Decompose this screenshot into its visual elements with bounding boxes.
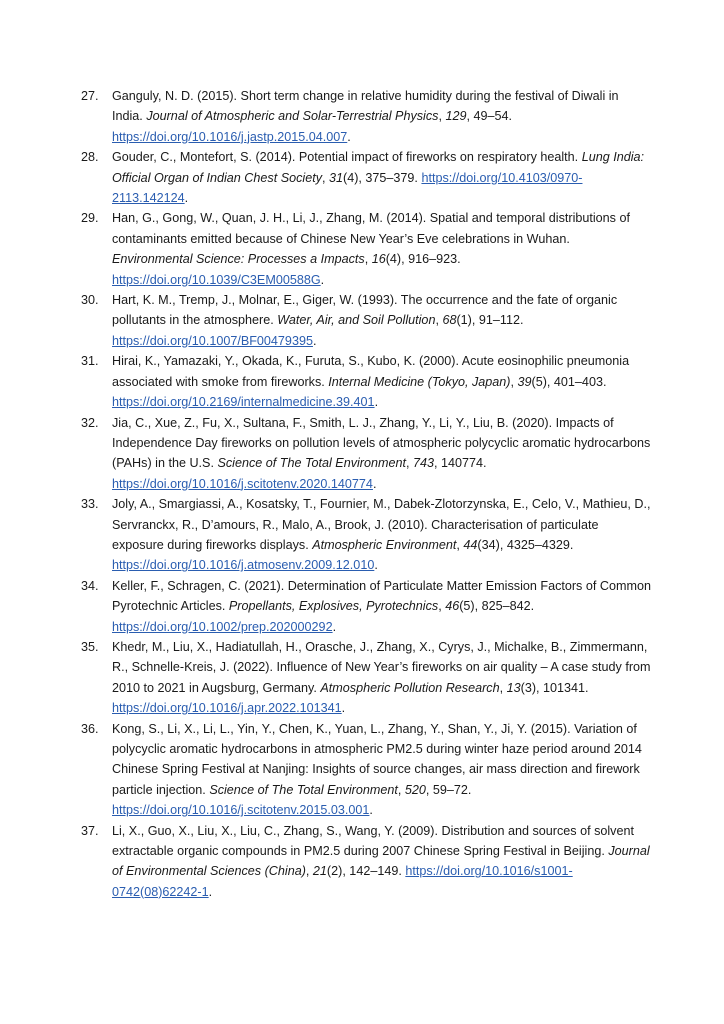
pages: , 59–72.	[425, 782, 472, 797]
volume: 44	[463, 537, 478, 552]
pages: (4), 375–379.	[343, 170, 422, 185]
reference-number: 36.	[81, 721, 99, 736]
reference-text: Hart, K. M., Tremp, J., Molnar, E., Giger, W. (1993). The occurrence and the fate of organic pollutants in the atmosphere.	[112, 293, 618, 328]
reference-number: 30.	[81, 293, 99, 308]
volume: 129	[445, 109, 467, 124]
journal-name: Propellants, Explosives, Pyrotechnics	[228, 599, 439, 614]
doi-link[interactable]: https://doi.org/10.1039/C3EM00588G	[112, 272, 321, 287]
pages: (4), 916–923.	[385, 252, 461, 267]
reference-text: Khedr, M., Liu, X., Hadiatullah, H., Orasche, J., Zhang, X., Cyrys, J., Michalke, B., Zimmermann, R., Schnelle-Kreis, J. (2022). Influence of New Year’s fireworks on air quality – A case study from 2010 to 2021 in Augsburg, Germany.	[112, 639, 651, 695]
journal-name: Journal of Atmospheric and Solar-Terrestrial Physics	[146, 109, 439, 124]
reference-item: 33. Joly, A., Smargiassi, A., Kosatsky, T., Fournier, M., Dabek-Zlotorzynska, E., Celo, V., Mathieu, D., Servranckx, R., D’amours, R., Malo, A., Brook, J. (2010). Characterisation of particulate exposure during fireworks displays. Atmospheric Environment, 44(34), 4325–4329. https://doi.org/10.1016/j.atmosenv.2009.12.010.	[81, 494, 651, 576]
reference-number: 32.	[81, 415, 99, 430]
doi-link[interactable]: https://doi.org/10.1016/j.scitotenv.2015.03.001	[112, 803, 370, 818]
journal-name: Atmospheric Pollution Research	[320, 680, 500, 695]
doi-link[interactable]: https://doi.org/10.2169/internalmedicine.39.401	[112, 395, 375, 410]
reference-item: 31. Hirai, K., Yamazaki, Y., Okada, K., Furuta, S., Kubo, K. (2000). Acute eosinophilic pneumonia associated with smoke from fireworks. Internal Medicine (Tokyo, Japan), 39(5), 401–403. https://doi.org/10.2169/internalmedicine.39.401.	[81, 351, 651, 412]
volume: 46	[445, 599, 460, 614]
reference-text: Ganguly, N. D. (2015). Short term change in relative humidity during the festival of Diwali in India.	[112, 89, 619, 124]
volume: 39	[517, 374, 532, 389]
reference-number: 35.	[81, 639, 99, 654]
doi-link[interactable]: https://doi.org/10.1016/j.apr.2022.101341	[112, 701, 342, 716]
doi-link[interactable]: https://doi.org/10.1016/j.scitotenv.2020.140774	[112, 476, 373, 491]
pages: (3), 101341.	[520, 680, 589, 695]
journal-name: Environmental Science: Processes a Impacts	[112, 252, 365, 267]
doi-link[interactable]: https://doi.org/10.1007/BF00479395	[112, 333, 313, 348]
reference-number: 31.	[81, 354, 99, 369]
volume: 13	[506, 680, 521, 695]
reference-number: 33.	[81, 497, 99, 512]
reference-list	[81, 86, 651, 902]
journal-name: Journal of Environmental Sciences (China)	[112, 844, 650, 879]
pages: , 49–54.	[466, 109, 512, 124]
volume: 520	[404, 782, 426, 797]
pages: (34), 4325–4329.	[477, 537, 574, 552]
reference-text: Keller, F., Schragen, C. (2021). Determination of Particulate Matter Emission Factors of Common Pyrotechnic Articles.	[112, 578, 651, 614]
reference-number: 29.	[81, 211, 99, 226]
reference-text: Hirai, K., Yamazaki, Y., Okada, K., Furuta, S., Kubo, K. (2000). Acute eosinophilic pneumonia associated with smoke from fireworks.	[112, 354, 630, 389]
reference-text: Joly, A., Smargiassi, A., Kosatsky, T., Fournier, M., Dabek-Zlotorzynska, E., Celo, V., Mathieu, D., Servranckx, R., D’amours, R., Malo, A., Brook, J. (2010). Characterisation of particulate exposure during fireworks displays.	[112, 497, 651, 552]
pages: (5), 401–403.	[531, 374, 607, 389]
reference-text: Jia, C., Xue, Z., Fu, X., Sultana, F., Smith, L. J., Zhang, Y., Li, Y., Liu, B. (2020). Impacts of Independence Day fireworks on pollution levels of atmospheric polycyclic aromatic hydrocarbons (PAHs) in the U.S.	[112, 415, 651, 471]
reference-number: 28.	[81, 150, 99, 165]
doi-link[interactable]: https://doi.org/10.1016/j.jastp.2015.04.007	[112, 129, 348, 144]
reference-item: 37. Li, X., Guo, X., Liu, X., Liu, C., Zhang, S., Wang, Y. (2009). Distribution and sources of solvent extractable organic compounds in PM2.5 during 2007 Chinese Spring Festival in Beijing. Journal of Environmental Sciences (China), 21(2), 142–149. https://doi.org/10.1016/s1001-0742(08)62242-1.	[81, 821, 651, 903]
journal-name: Atmospheric Environment	[312, 537, 457, 552]
volume: 21	[312, 864, 327, 879]
doi-link[interactable]: https://doi.org/10.1002/prep.202000292	[112, 619, 333, 634]
journal-name: Science of The Total Environment	[217, 456, 406, 471]
volume: 68	[442, 313, 457, 328]
reference-item: 28. Gouder, C., Montefort, S. (2014). Potential impact of fireworks on respiratory health. Lung India: Official Organ of Indian Chest Society, 31(4), 375–379. https://doi.org/10.4103/0970-2113.142124.	[81, 147, 651, 208]
reference-text: Kong, S., Li, X., Li, L., Yin, Y., Chen, K., Yuan, L., Zhang, Y., Shan, Y., Ji, Y. (2015). Variation of polycyclic aromatic hydrocarbons in atmospheric PM2.5 during winter haze period around 2014 Chinese Spring Festival at Nanjing: Insights of source changes, air mass direction and firework particle injection.	[112, 721, 642, 797]
volume: 743	[413, 456, 435, 471]
reference-text: Gouder, C., Montefort, S. (2014). Potential impact of fireworks on respiratory health.	[112, 150, 582, 165]
volume: 16	[371, 252, 386, 267]
pages: (5), 825–842.	[459, 599, 535, 614]
reference-text: Han, G., Gong, W., Quan, J. H., Li, J., Zhang, M. (2014). Spatial and temporal distributions of contaminants emitted because of Chinese New Year’s Eve celebrations in Wuhan.	[112, 211, 630, 246]
doi-link[interactable]: https://doi.org/10.1016/s1001-0742(08)62242-1	[112, 864, 573, 899]
reference-item: 35. Khedr, M., Liu, X., Hadiatullah, H., Orasche, J., Zhang, X., Cyrys, J., Michalke, B., Zimmermann, R., Schnelle-Kreis, J. (2022). Influence of New Year’s fireworks on air quality – A case study from 2010 to 2021 in Augsburg, Germany. Atmospheric Pollution Research, 13(3), 101341. https://doi.org/10.1016/j.apr.2022.101341.	[81, 637, 651, 719]
journal-name: Science of The Total Environment	[209, 782, 398, 797]
journal-name: Internal Medicine (Tokyo, Japan)	[328, 374, 511, 389]
reference-number: 37.	[81, 823, 99, 838]
journal-name: Water, Air, and Soil Pollution	[277, 313, 436, 328]
reference-item: 29. Han, G., Gong, W., Quan, J. H., Li, J., Zhang, M. (2014). Spatial and temporal distributions of contaminants emitted because of Chinese New Year’s Eve celebrations in Wuhan. Environmental Science: Processes a Impacts, 16(4), 916–923. https://doi.org/10.1039/C3EM00588G.	[81, 208, 651, 290]
pages: , 140774.	[434, 456, 487, 471]
journal-name: Lung India: Official Organ of Indian Chest Society	[112, 150, 645, 185]
reference-item: 34. Keller, F., Schragen, C. (2021). Determination of Particulate Matter Emission Factors of Common Pyrotechnic Articles. Propellants, Explosives, Pyrotechnics, 46(5), 825–842. https://doi.org/10.1002/prep.202000292.	[81, 576, 651, 637]
reference-number: 34.	[81, 578, 99, 593]
pages: (2), 142–149.	[326, 864, 406, 879]
reference-item: 36. Kong, S., Li, X., Li, L., Yin, Y., Chen, K., Yuan, L., Zhang, Y., Shan, Y., Ji, Y. (2015). Variation of polycyclic aromatic hydrocarbons in atmospheric PM2.5 during winter haze period around 2014 Chinese Spring Festival at Nanjing: Insights of source changes, air mass direction and firework particle injection. Science of The Total Environment, 520, 59–72. https://doi.org/10.1016/j.scitotenv.2015.03.001.	[81, 719, 651, 821]
volume: 31	[329, 170, 344, 185]
doi-link[interactable]: https://doi.org/10.4103/0970-2113.142124	[112, 170, 583, 206]
reference-item: 27. Ganguly, N. D. (2015). Short term change in relative humidity during the festival of Diwali in India. Journal of Atmospheric and Solar-Terrestrial Physics, 129, 49–54. https://doi.org/10.1016/j.jastp.2015.04.007.	[81, 86, 651, 147]
doi-link[interactable]: https://doi.org/10.1016/j.atmosenv.2009.12.010	[112, 558, 375, 573]
reference-item: 30. Hart, K. M., Tremp, J., Molnar, E., Giger, W. (1993). The occurrence and the fate of organic pollutants in the atmosphere. Water, Air, and Soil Pollution, 68(1), 91–112. https://doi.org/10.1007/BF00479395.	[81, 290, 651, 351]
reference-text: Li, X., Guo, X., Liu, X., Liu, C., Zhang, S., Wang, Y. (2009). Distribution and sources of solvent extractable organic compounds in PM2.5 during 2007 Chinese Spring Festival in Beijing.	[112, 823, 634, 859]
pages: (1), 91–112.	[456, 313, 524, 328]
reference-number: 27.	[81, 89, 99, 103]
reference-item: 32. Jia, C., Xue, Z., Fu, X., Sultana, F., Smith, L. J., Zhang, Y., Li, Y., Liu, B. (2020). Impacts of Independence Day fireworks on pollution levels of atmospheric polycyclic aromatic hydrocarbons (PAHs) in the U.S. Science of The Total Environment, 743, 140774. https://doi.org/10.1016/j.scitotenv.2020.140774.	[81, 413, 651, 495]
